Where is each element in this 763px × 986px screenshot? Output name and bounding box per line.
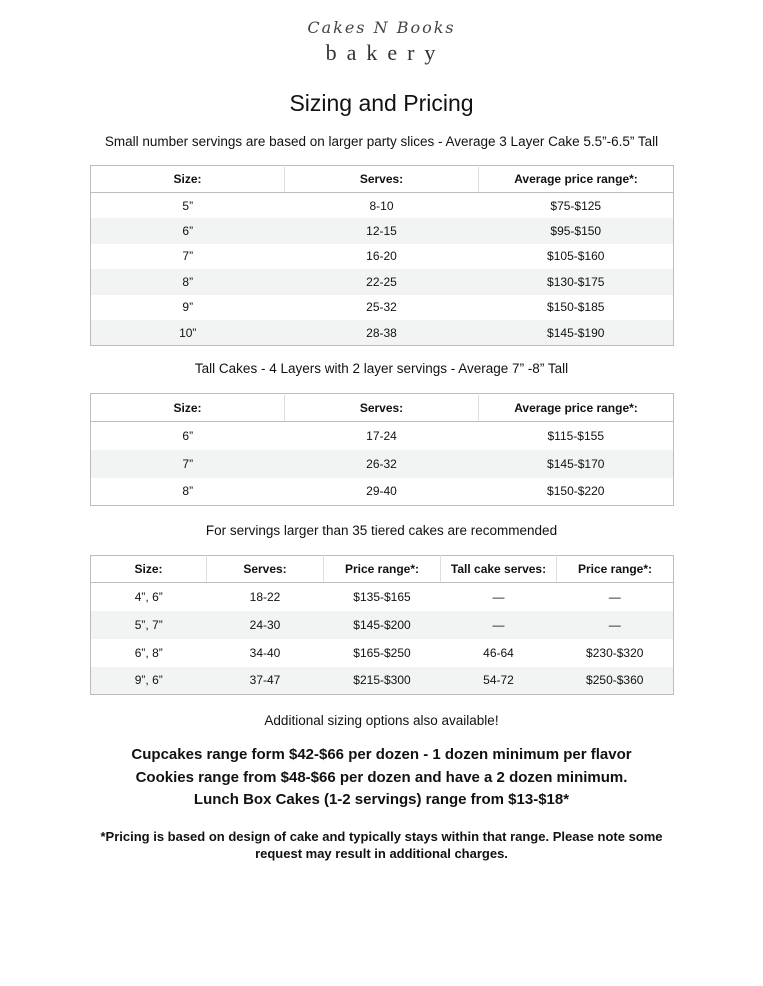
header-serves: Serves: (285, 394, 479, 422)
highlights (0, 744, 763, 812)
tall-cakes-table (90, 393, 674, 506)
cell-size: 4”, 6” (134, 589, 163, 604)
table-row (91, 639, 674, 667)
table-row (91, 193, 674, 219)
cell-size: 7” (182, 249, 194, 264)
cell-price: $105-$160 (547, 249, 605, 264)
header-serves: Serves: (285, 166, 479, 193)
cell-serves: 28-38 (285, 320, 479, 346)
cell-tall-serves: — (441, 611, 557, 639)
cell-size: 7” (91, 450, 285, 478)
cell-serves: 37-47 (207, 667, 324, 695)
header-price: Average price range*: (479, 166, 674, 193)
table-header-row (91, 166, 674, 193)
header-tall-price: Price range*: (557, 556, 674, 583)
table-row (91, 478, 674, 506)
logo-sub-text: bakery (325, 40, 446, 65)
header-price: Price range*: (324, 556, 441, 583)
cell-serves: 8-10 (369, 198, 394, 213)
cell-tall-serves: 54-72 (441, 667, 557, 695)
tiered-cakes-table (90, 555, 674, 695)
cell-serves: 18-22 (249, 589, 281, 604)
cell-serves: 12-15 (285, 218, 479, 244)
cell-tall-serves: — (492, 589, 505, 604)
pricing-footnote: *Pricing is based on design of cake and typically stays within that range. Please note some request may result in additional charges. (100, 829, 663, 861)
table-row (91, 218, 674, 244)
cell-price: $135-$165 (353, 589, 411, 604)
table-row (91, 667, 674, 695)
cell-price: $145-$200 (324, 611, 441, 639)
table-row (91, 269, 674, 295)
cell-size: 5” (182, 198, 194, 213)
cell-price: $115-$155 (547, 428, 604, 443)
additional-note: Additional sizing options also available! (264, 713, 499, 728)
cell-tall-price: — (557, 611, 674, 639)
cupcakes-line: Cupcakes range form $42-$66 per dozen - 1 dozen minimum per flavor (131, 746, 632, 763)
header-price: Average price range*: (479, 394, 674, 422)
section3-subtitle: For servings larger than 35 tiered cakes are recommended (205, 523, 558, 538)
cell-serves: 24-30 (207, 611, 324, 639)
table-header-row (91, 556, 674, 583)
header-tall-serves: Tall cake serves: (441, 556, 557, 583)
cell-price: $95-$150 (479, 218, 674, 244)
logo-script-text: Cakes N Books (307, 18, 456, 37)
cell-size: 6” (182, 428, 194, 443)
cell-price: $150-$220 (547, 484, 605, 499)
cell-price: $165-$250 (353, 645, 411, 660)
table-row (91, 611, 674, 639)
cell-serves: 22-25 (285, 269, 479, 295)
lunchbox-line: Lunch Box Cakes (1-2 servings) range from $13-$18* (193, 791, 570, 808)
section1-subtitle: Small number servings are based on larger party slices - Average 3 Layer Cake 5.5”-6.5” Tall (104, 134, 659, 149)
cookies-line: Cookies range from $48-$66 per dozen and have a 2 dozen minimum. (135, 768, 628, 786)
header-size: Size: (91, 166, 285, 193)
cell-serves: 17-24 (366, 428, 397, 443)
cell-price: $145-$190 (479, 320, 674, 346)
cell-serves: 29-40 (366, 484, 397, 499)
cell-price: $145-$170 (479, 450, 674, 478)
table-row (91, 295, 674, 321)
header-size: Size: (91, 556, 207, 583)
standard-cakes-table (90, 165, 674, 346)
cell-size: 8” (182, 484, 194, 499)
cell-price: $215-$300 (324, 667, 441, 695)
cell-size: 6” (91, 218, 285, 244)
cell-size: 9” (182, 300, 194, 315)
header-size: Size: (91, 394, 285, 422)
cell-tall-price: — (608, 589, 621, 604)
cell-size: 6”, 8” (134, 645, 163, 660)
table-header-row (91, 394, 674, 422)
table-row (91, 422, 674, 450)
cell-price: $150-$185 (547, 300, 605, 315)
table-row (91, 583, 674, 611)
cell-size: 9”, 6” (91, 667, 207, 695)
table-row (91, 450, 674, 478)
cell-serves: 26-32 (285, 450, 479, 478)
cell-size: 8” (91, 269, 285, 295)
cell-serves: 34-40 (249, 645, 281, 660)
cell-tall-serves: 46-64 (483, 645, 514, 660)
cell-tall-price: $250-$360 (557, 667, 674, 695)
header-serves: Serves: (207, 556, 324, 583)
cell-tall-price: $230-$320 (586, 645, 644, 660)
page-title: Sizing and Pricing (289, 90, 474, 116)
cell-serves: 25-32 (366, 300, 397, 315)
table-row (91, 244, 674, 270)
cell-price: $75-$125 (550, 198, 602, 213)
cell-size: 5”, 7” (91, 611, 207, 639)
cell-price: $130-$175 (479, 269, 674, 295)
bakery-logo (0, 18, 763, 66)
table-row (91, 320, 674, 346)
section2-subtitle: Tall Cakes - 4 Layers with 2 layer servings - Average 7” -8” Tall (194, 361, 569, 376)
cell-serves: 16-20 (366, 249, 397, 264)
cell-size: 10” (91, 320, 285, 346)
